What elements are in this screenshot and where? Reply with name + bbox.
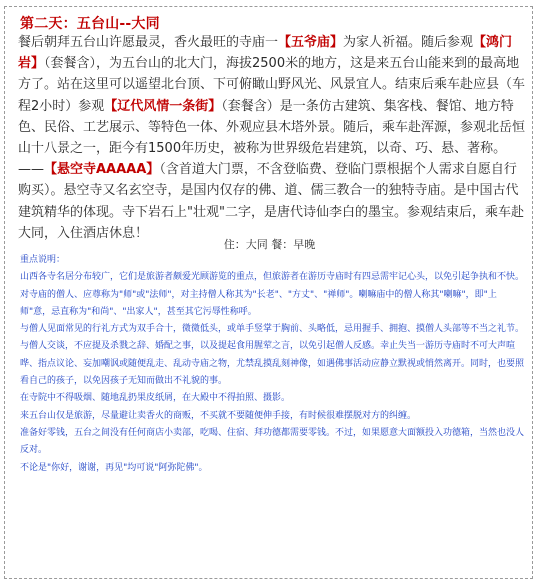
note-paragraph: 山西各寺名居分布较广，它们是旅游者颇爱光顾游览的重点，但旅游者在游历寺庙时有四忌需牢记心头，以免引起争执和不快。 [20,272,525,283]
highlight-liao-street: 【辽代风情一条街】 [104,98,222,114]
itinerary-text: （套餐含），为五台山的北大门，海拔2500米的地方，这是来五台山能来到的最高地方了。站在这里可以遥望北台顶、下可俯瞰山野风光、风景宜人。结束后乘车赴应县（车程2小时）参观 [18,56,526,114]
itinerary-text: 餐后朝拜五台山许愿最灵，香火最旺的寺庙一 [18,35,279,50]
note-paragraph: 准备好零钱，五台之间没有任何商店小卖部，吃喝、住宿、拜功德都需要零钱。不过，如果愿意大面额投入功德箱，当然也没人反对。 [20,427,525,456]
notes-heading: 重点说明： [20,255,66,265]
note-paragraph: 不论是"你好，谢谢，再见"均可说"阿弥陀佛"。 [20,462,208,473]
itinerary-text: （含首道大门票，不含登临费、登临门票根据个人需求自愿自行购买）。悬空寺又名玄空寺，是国内仅存的佛、道、儒三教合一的独特寺庙。是中国古代建筑精华的体现。寺下岩石上"壮观"二字，是唐代诗仙李白的墨宝。参观结束后，乘车赴大同，入住酒店休息！ [18,162,524,241]
itinerary-text: （套餐含）是一条仿古建筑、集客栈、餐馆、地方特色、民俗、工艺展示、等特色一体、外观应县木塔外景。随后，乘车赴浑源，参观北岳恒山十八景之一，距今有1500年历史，被称为世界级危岩建筑，以奇、巧、悬、著称。—— [18,98,526,178]
note-paragraph: 与僧人交谈，不应提及杀戮之辞、婚配之事，以及提起食用腥荤之言，以免引起僧人反感。幸止失当一游历寺庙时不可大声喧哗、指点议论、妄加嘲讽或随便乱走、乱动寺庙之物，尤禁乱摸乱刻神像，如遇佛事活动应静立默视或悄然离开。同时，也要照看自己的孩子，以免因孩子无知而做出不礼貌的事。 [20,341,525,387]
note-paragraph: 与僧人见面常见的行礼方式为双手合十，微微低头，或单手竖掌于胸前、头略低，忌用握手、拥抱、摸僧人头部等不当之礼节。 [20,324,525,335]
day-title: 第二天：五台山--大同 [20,16,160,32]
note-paragraph: 在寺院中不得吸烟、随地乱扔果皮纸屑，在大殿中不得拍照、摄影。 [20,393,291,404]
stay-meals-line: 住：大同 餐：早晚 [223,238,316,251]
highlight-hanging-temple: 【悬空寺AAAAA】 [44,162,160,178]
itinerary-paragraph [18,32,528,244]
note-paragraph: 来五台山仅是旅游，尽量避让卖香火的商贩，不买就不要随便伸手接，有时候很难摆脱对方的纠缠。 [20,410,417,421]
highlight-wuye-temple: 【五爷庙】 [278,35,344,50]
highlight-hongmen-rock: 【鸿门岩】 [18,35,513,72]
note-paragraph: 对寺庙的僧人、应尊称为"师"或"法师"，对主持僧人称其为"长老"、"方丈"、"禅师"。喇嘛庙中的僧人称其"喇嘛"，即"上师"意，忌直称为"和尚"、"出家人"，甚至其它污辱性称呼。 [20,289,497,317]
notes-section [20,252,525,477]
itinerary-text: 为家人祈福。随后参观 [343,35,474,50]
